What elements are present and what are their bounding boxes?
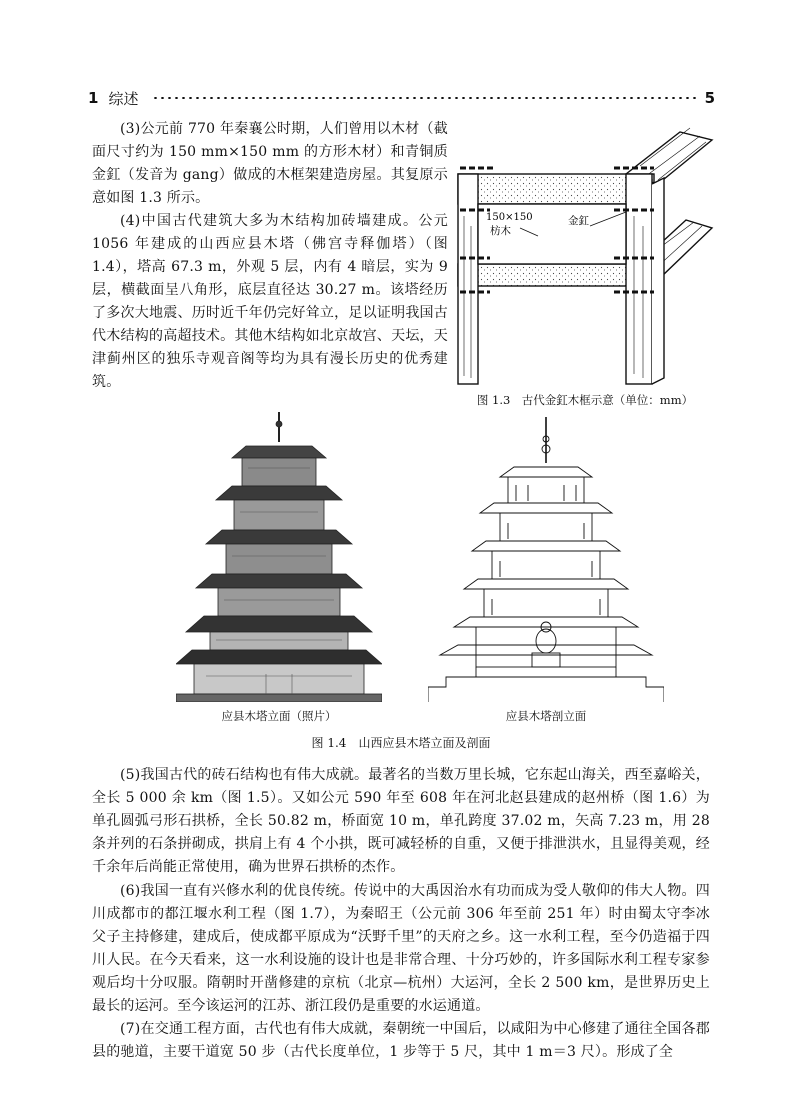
paragraph-4: (4)中国古代建筑大多为木结构加砖墙建成。公元 1056 年建成的山西应县木塔（佛宫寺释伽塔）（图 1.4），塔高 67.3 m，外观 5 层，内有 4 暗层，实为 9 层，横截面呈八角形，底层直径达 30.27 m。该塔经历了多次大地震、历时近千年仍完好耸立，足以证明我国古代木结构的高超技术。其他木结构如北京故宫、天坛，天津蓟州区的独乐寺观音阁等均为具有漫长历史的优秀建筑。: [92, 213, 448, 390]
chapter-number: 1: [88, 89, 99, 107]
pagoda-section-drawing: [428, 415, 664, 702]
section-size-label: 150×150: [486, 212, 533, 223]
chapter-title: 综述: [108, 89, 139, 108]
pagoda-photo: [176, 410, 382, 702]
figure-1-3-caption: 图 1.3 古代金釭木框示意（单位：mm）: [476, 393, 694, 407]
page-number: 5: [704, 89, 715, 107]
wood-beam-label: 枋木: [490, 225, 511, 237]
running-header: [88, 88, 715, 108]
paragraph-6: (6)我国一直有兴修水利的优良传统。传说中的大禹因治水有功而成为受人敬仰的伟大人物。四川成都市的都江堰水利工程（图 1.7），为秦昭王（公元前 306 年至前 251 年）时由蜀太守李冰父子主持修建，建成后，使成都平原成为“沃野千里”的天府之乡。这一水利工程，至今仍造福于四川人民。在今天看来，这一水利设施的设计也是非常合理、十分巧妙的，许多国际水利工程专家参观后均十分叹服。隋朝时开凿修建的京杭（北京—杭州）大运河，全长 2 500 km，是世界历史上最长的运河。至今该运河的江苏、浙江段仍是重要的水运通道。: [92, 883, 710, 1014]
pagoda-photo-caption: 应县木塔立面（照片）: [221, 709, 337, 723]
paragraph-3: (3)公元前 770 年秦襄公时期，人们曾用以木材（截面尺寸约为 150 mm×150 mm 的方形木材）和青铜质金釭（发音为 gang）做成的木框架建造房屋。其复原示意如图 1.3 所示。: [92, 121, 448, 206]
paragraph-7: (7)在交通工程方面，古代也有伟大成就，秦朝统一中国后，以咸阳为中心修建了通往全国各郡县的驰道，主要干道宽 50 步（古代长度单位，1 步等于 5 尺，其中 1 m＝3 尺）。形成了全: [92, 1021, 710, 1060]
bronze-joint-label: 金釭: [568, 215, 589, 227]
wood-frame-figure: [450, 116, 720, 388]
pagoda-section-caption: 应县木塔剖立面: [505, 709, 587, 723]
header-dotted-rule: [152, 97, 696, 99]
figure-1-4-caption: 图 1.4 山西应县木塔立面及剖面: [311, 736, 491, 750]
paragraph-5: (5)我国古代的砖石结构也有伟大成就。最著名的当数万里长城，它东起山海关，西至嘉峪关，全长 5 000 余 km（图 1.5）。又如公元 590 年至 608 年在河北赵县建成的赵州桥（图 1.6）为单孔圆弧弓形石拱桥，全长 50.82 m，桥面宽 10 m，单孔跨度 37.02 m，矢高 7.23 m，用 28 条并列的石条拼砌成，拱肩上有 4 个小拱，既可减轻桥的自重，又便于排泄洪水，且显得美观，经千余年后尚能正常使用，确为世界石拱桥的杰作。: [92, 767, 710, 875]
